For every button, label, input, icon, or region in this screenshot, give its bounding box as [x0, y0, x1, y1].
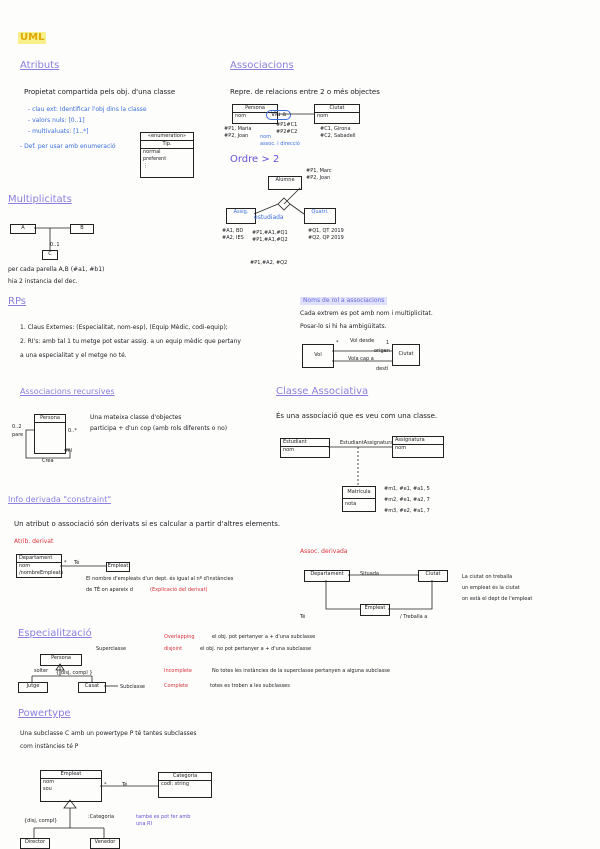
- class-attr: nom: [19, 563, 31, 569]
- matricula-obj: #m3, #e2, #a1, 7: [384, 508, 430, 514]
- left-objs: #P1, Maria #P2, Joan: [224, 126, 252, 139]
- right-objs: #C1, Girona #C2, Sabadell: [320, 126, 356, 139]
- multiplicitats-heading: Multiplicitats: [8, 194, 72, 205]
- recursive-mult: 0..2: [12, 424, 22, 430]
- class-name: Persona: [51, 655, 71, 661]
- recursive-role: pare: [12, 432, 24, 438]
- class-attr: nom: [283, 447, 295, 453]
- power-note: també es pot fer amb una RI: [136, 814, 191, 827]
- class-attr: nota: [345, 501, 357, 507]
- mult-label: 1: [386, 340, 390, 346]
- mult-desc-2: hia 2 instancia del dec.: [8, 278, 78, 285]
- mid-objs: #P1#C1 #P2#C2: [276, 122, 298, 135]
- deriv-note-1: La ciutat on treballa: [462, 574, 513, 580]
- class-name: Assig.: [233, 209, 249, 215]
- class-attr: nom: [395, 445, 407, 451]
- assig-objs: #A1, BD #A2, IES: [222, 228, 244, 241]
- deriv-note-3: on està el dept de l'empleat: [462, 596, 533, 602]
- class-name: Departament: [310, 571, 344, 577]
- explain-1: El nombre d'empleats d'un dept. és igual al nº d'instàncies: [86, 576, 234, 582]
- atributs-item-3: - multivaluats: [1..*]: [28, 128, 89, 135]
- recursive-mult: 0..*: [68, 428, 77, 434]
- atrib-derivat-heading: Atrib. derivat: [14, 538, 54, 545]
- class-name: Persona: [233, 105, 277, 113]
- noms-rol-desc-2: Posar-lo si hi ha ambigüitats.: [300, 323, 387, 330]
- class-attr: nom: [235, 113, 247, 119]
- class-name: Empleat: [41, 771, 101, 779]
- power-constraint: {disj, compl}: [24, 818, 58, 824]
- assoc-derivada-heading: Assoc. derivada: [300, 548, 348, 555]
- sub-label: Subclasse: [120, 684, 146, 690]
- class-name: Ciutat: [398, 351, 414, 357]
- recursive-desc-1: Una mateixa classe d'objectes: [90, 414, 182, 421]
- atributs-item-2: - valors nuls: [0..1]: [28, 117, 85, 124]
- rule-key: disjoint: [164, 646, 183, 652]
- mult-desc-1: per cada parella A,B (#a1, #b1): [8, 266, 105, 273]
- mult-label: *: [336, 340, 339, 346]
- assoc-name: Viu a: [266, 110, 291, 120]
- class-attr: codi: string: [161, 781, 189, 787]
- recursive-role: fill: [66, 448, 72, 454]
- power-rel: Té: [122, 782, 128, 788]
- associacions-intro: Repre. de relacions entre 2 o més objectes: [230, 88, 380, 96]
- rel-label: Té: [74, 560, 80, 566]
- mult-label: 0..1: [50, 242, 60, 248]
- class-name: Casat: [84, 683, 100, 689]
- noms-rol-heading: Noms de rol a associacions: [300, 297, 387, 305]
- powertype-heading: Powertype: [18, 708, 71, 719]
- explain-2: de TÉ on apareix d: [86, 587, 133, 593]
- rps-line-2: 2. RI's: amb tal 1 tu metge pot estar assig. a un equip mèdic que pertany: [20, 338, 241, 345]
- class-name: B: [80, 225, 84, 231]
- class-name: C: [48, 251, 52, 257]
- ordre-heading: Ordre > 2: [230, 154, 280, 165]
- class-name: Director: [24, 839, 46, 845]
- info-derivada-desc: Un atribut o associació són derivats si es calcular a partir d'altres elements.: [14, 520, 281, 528]
- te-label: Té: [300, 614, 306, 620]
- enum-value: normal: [143, 149, 161, 155]
- enum-box-name: Tip.: [141, 141, 193, 149]
- enum-value: ⋮: [143, 163, 148, 169]
- class-name: Matrícula: [343, 487, 375, 499]
- extra-label: solter: [34, 668, 49, 674]
- classe-assoc-desc: És una associació que es veu com una classe.: [276, 412, 438, 420]
- atributs-item-4: - Def. per usar amb enumeració: [20, 143, 116, 150]
- class-name: Empleat: [107, 563, 129, 569]
- situada-label: Situada: [360, 571, 379, 577]
- rule-value: el obj. no pot pertanyer a + d'una subclasse: [200, 646, 312, 652]
- class-name: Empleat: [364, 605, 386, 611]
- explain-note: (Explicació del derivat): [150, 587, 208, 593]
- role-label: origen: [374, 348, 390, 354]
- class-attr: sou: [43, 786, 52, 792]
- class-attr: /nombreEmpleats: [19, 570, 64, 576]
- class-name: Ciutat: [315, 105, 359, 113]
- class-name: Jutge: [26, 683, 40, 689]
- matricula-obj: #m1, #e1, #a1, 5: [384, 486, 430, 492]
- powertype-desc-1: Una subclasse C amb un powertype P té tantes subclasses: [20, 730, 197, 737]
- class-name: Ciutat: [425, 571, 441, 577]
- mult-label: *: [104, 782, 107, 788]
- role-label: Vol desde: [350, 338, 375, 344]
- rule-key: Incomplete: [164, 668, 192, 674]
- super-label: Superclasse: [96, 646, 127, 652]
- recursive-desc-2: participa + d'un cop (amb rols diferents o no): [90, 425, 228, 432]
- assoc-note: nom assoc. i direcció: [260, 134, 300, 147]
- class-name: Quatri.: [311, 209, 329, 215]
- enum-box-title: «enumeration»: [141, 133, 193, 141]
- info-derivada-heading: Info derivada "constraint": [8, 495, 112, 504]
- matricula-obj: #m2, #e1, #a2, 7: [384, 497, 430, 503]
- mult-label: *: [64, 560, 67, 566]
- class-name: A: [21, 225, 25, 231]
- rule-value: el obj. pot pertanyer a + d'una subclasse: [212, 634, 316, 640]
- estudiada-label: estudiada: [254, 214, 284, 221]
- rule-value: totes es troben a les subclasses: [210, 683, 290, 689]
- recursive-assoc: Crea: [42, 458, 54, 464]
- assoc-recursives-heading: Associacions recursives: [20, 387, 115, 396]
- page-title: UML: [20, 32, 45, 43]
- atributs-heading: Atributs: [20, 60, 60, 71]
- especialitzacio-heading: Especialització: [18, 628, 92, 639]
- treballa-label: / Treballa a: [400, 614, 428, 620]
- atributs-item-1: - clau ext: Identificar l'obj dins la classe: [28, 106, 147, 113]
- enum-value: preferent: [143, 156, 167, 162]
- rps-heading: RPs: [8, 296, 27, 307]
- rps-line-1: 1. Claus Externes: (Especialitat, nom-esp), (Equip Mèdic, codi-equip);: [20, 324, 228, 331]
- class-attr: nom: [317, 113, 329, 119]
- quatri-objs: #Q1, QT 2019 #Q2, QP 2019: [308, 228, 344, 241]
- atributs-intro: Propietat compartida pels obj. d'una classe: [24, 88, 176, 96]
- powertype-desc-2: com instàncies té P: [20, 743, 79, 750]
- class-name: Vol: [314, 352, 322, 358]
- class-name: Assignatura: [393, 437, 443, 445]
- classe-assoc-heading: Classe Associativa: [276, 386, 369, 397]
- rule-key: Overlapping: [164, 634, 195, 640]
- center-objs: #P1,#A1,#Q1 #P1,#A1,#Q2: [252, 230, 288, 243]
- assoc-label: EstudiantAssignatura: [340, 440, 394, 446]
- rps-line-3: a una especialitat y el metge no té.: [20, 352, 127, 359]
- deriv-note-2: un empleat és la ciutat: [462, 585, 520, 591]
- alumne-objs: #P1, Marc #P2, Joan: [306, 168, 332, 181]
- class-name: Venedor: [94, 839, 116, 845]
- power-label: :Categoria: [88, 814, 115, 820]
- class-name: Persona: [35, 415, 65, 423]
- class-name: Departament: [17, 555, 61, 563]
- rule-key: Complete: [164, 683, 189, 689]
- role-label: destí: [376, 366, 389, 372]
- class-attr: nom: [43, 779, 55, 785]
- noms-rol-desc-1: Cada extrem es pot amb nom i multiplicitat.: [300, 310, 433, 317]
- role-label: Vola cap a: [348, 356, 374, 362]
- class-name: Categoria: [159, 773, 211, 781]
- class-name: Alumne: [275, 177, 295, 183]
- bottom-objs: #P1,#A2, #Q2: [250, 260, 288, 266]
- rule-value: No totes les instàncies de la superclasse pertanyen a alguna subclasse: [212, 668, 390, 674]
- associacions-heading: Associacions: [230, 60, 294, 71]
- class-name: Estudiant: [281, 439, 329, 447]
- disj-constraint: { disj, compl }: [56, 670, 93, 676]
